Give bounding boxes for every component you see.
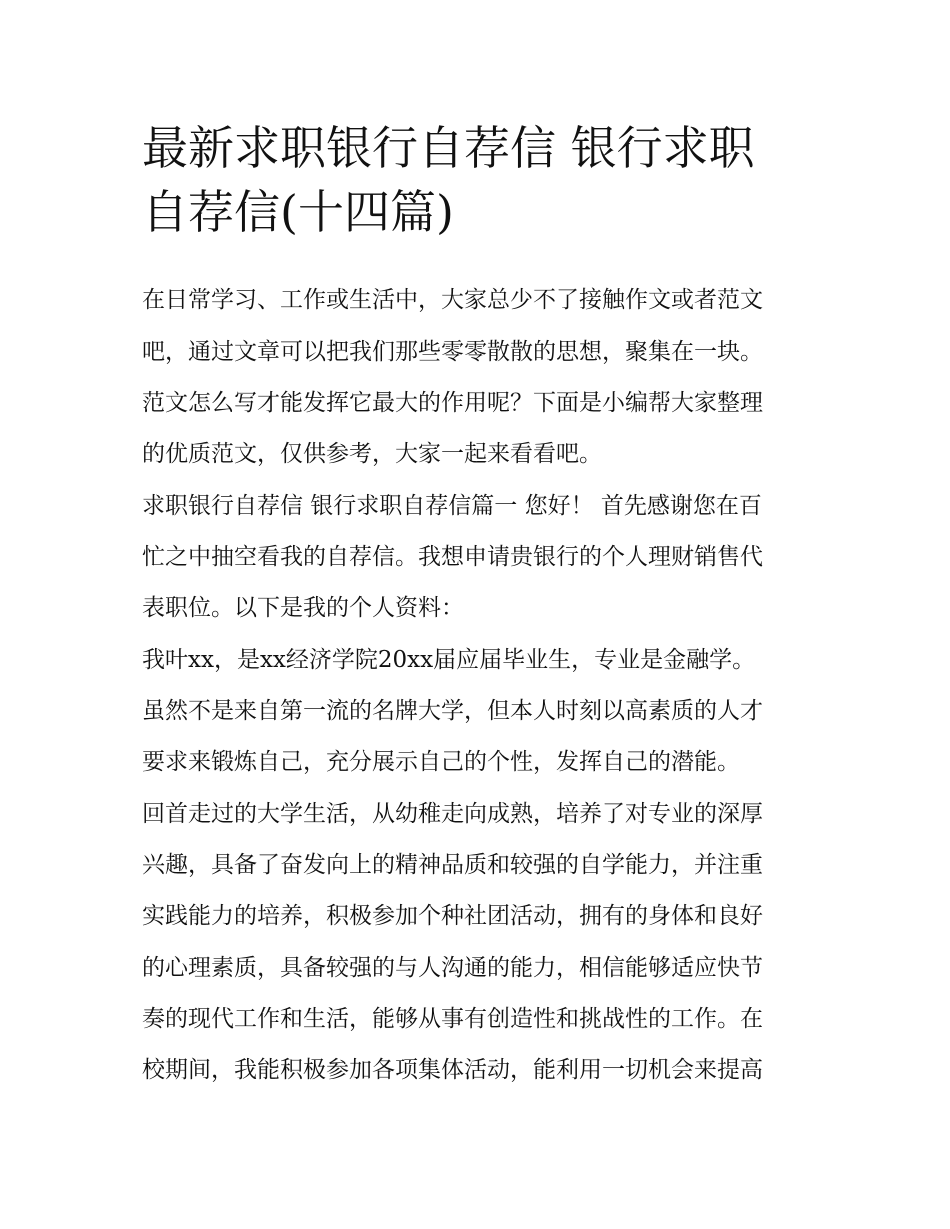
body-line: 的优质范文，仅供参考，大家一起来看看吧。 xyxy=(142,441,602,467)
title-line-2: 自荐信(十四篇) xyxy=(142,185,454,239)
body-line: 在日常学习、工作或生活中，大家总少不了接触作文或者范文 xyxy=(142,287,763,313)
body-line: 忙之中抽空看我的自荐信。我想申请贵银行的个人理财销售代 xyxy=(142,544,763,570)
body-line: 实践能力的培养，积极参加个种社团活动，拥有的身体和良好 xyxy=(142,903,763,929)
body-line: 范文怎么写才能发挥它最大的作用呢？下面是小编帮大家整理 xyxy=(142,390,763,416)
body-line: 奏的现代工作和生活，能够从事有创造性和挑战性的工作。在 xyxy=(142,1006,763,1032)
body-line: 吧，通过文章可以把我们那些零零散散的思想，聚集在一块。 xyxy=(142,339,763,365)
page-title xyxy=(142,116,822,244)
body-line: 求职银行自荐信 银行求职自荐信篇一 您好！ 首先感谢您在百 xyxy=(142,493,762,519)
body-line: 兴趣，具备了奋发向上的精神品质和较强的自学能力，并注重 xyxy=(142,852,763,878)
body-line: 的心理素质，具备较强的与人沟通的能力，相信能够适应快节 xyxy=(142,955,763,981)
body-line: 表职位。以下是我的个人资料： xyxy=(142,595,464,621)
body-line: 我叶xx，是xx经济学院20xx届应届毕业生，专业是金融学。 xyxy=(142,647,756,673)
title-line-1: 最新求职银行自荐信 银行求职 xyxy=(142,121,755,175)
body-line: 要求来锻炼自己，充分展示自己的个性，发挥自己的潜能。 xyxy=(142,749,740,775)
body-line: 回首走过的大学生活，从幼稚走向成熟，培养了对专业的深厚 xyxy=(142,801,763,827)
body-line: 校期间，我能积极参加各项集体活动，能利用一切机会来提高 xyxy=(142,1057,763,1083)
body-line: 虽然不是来自第一流的名牌大学，但本人时刻以高素质的人才 xyxy=(142,698,763,724)
